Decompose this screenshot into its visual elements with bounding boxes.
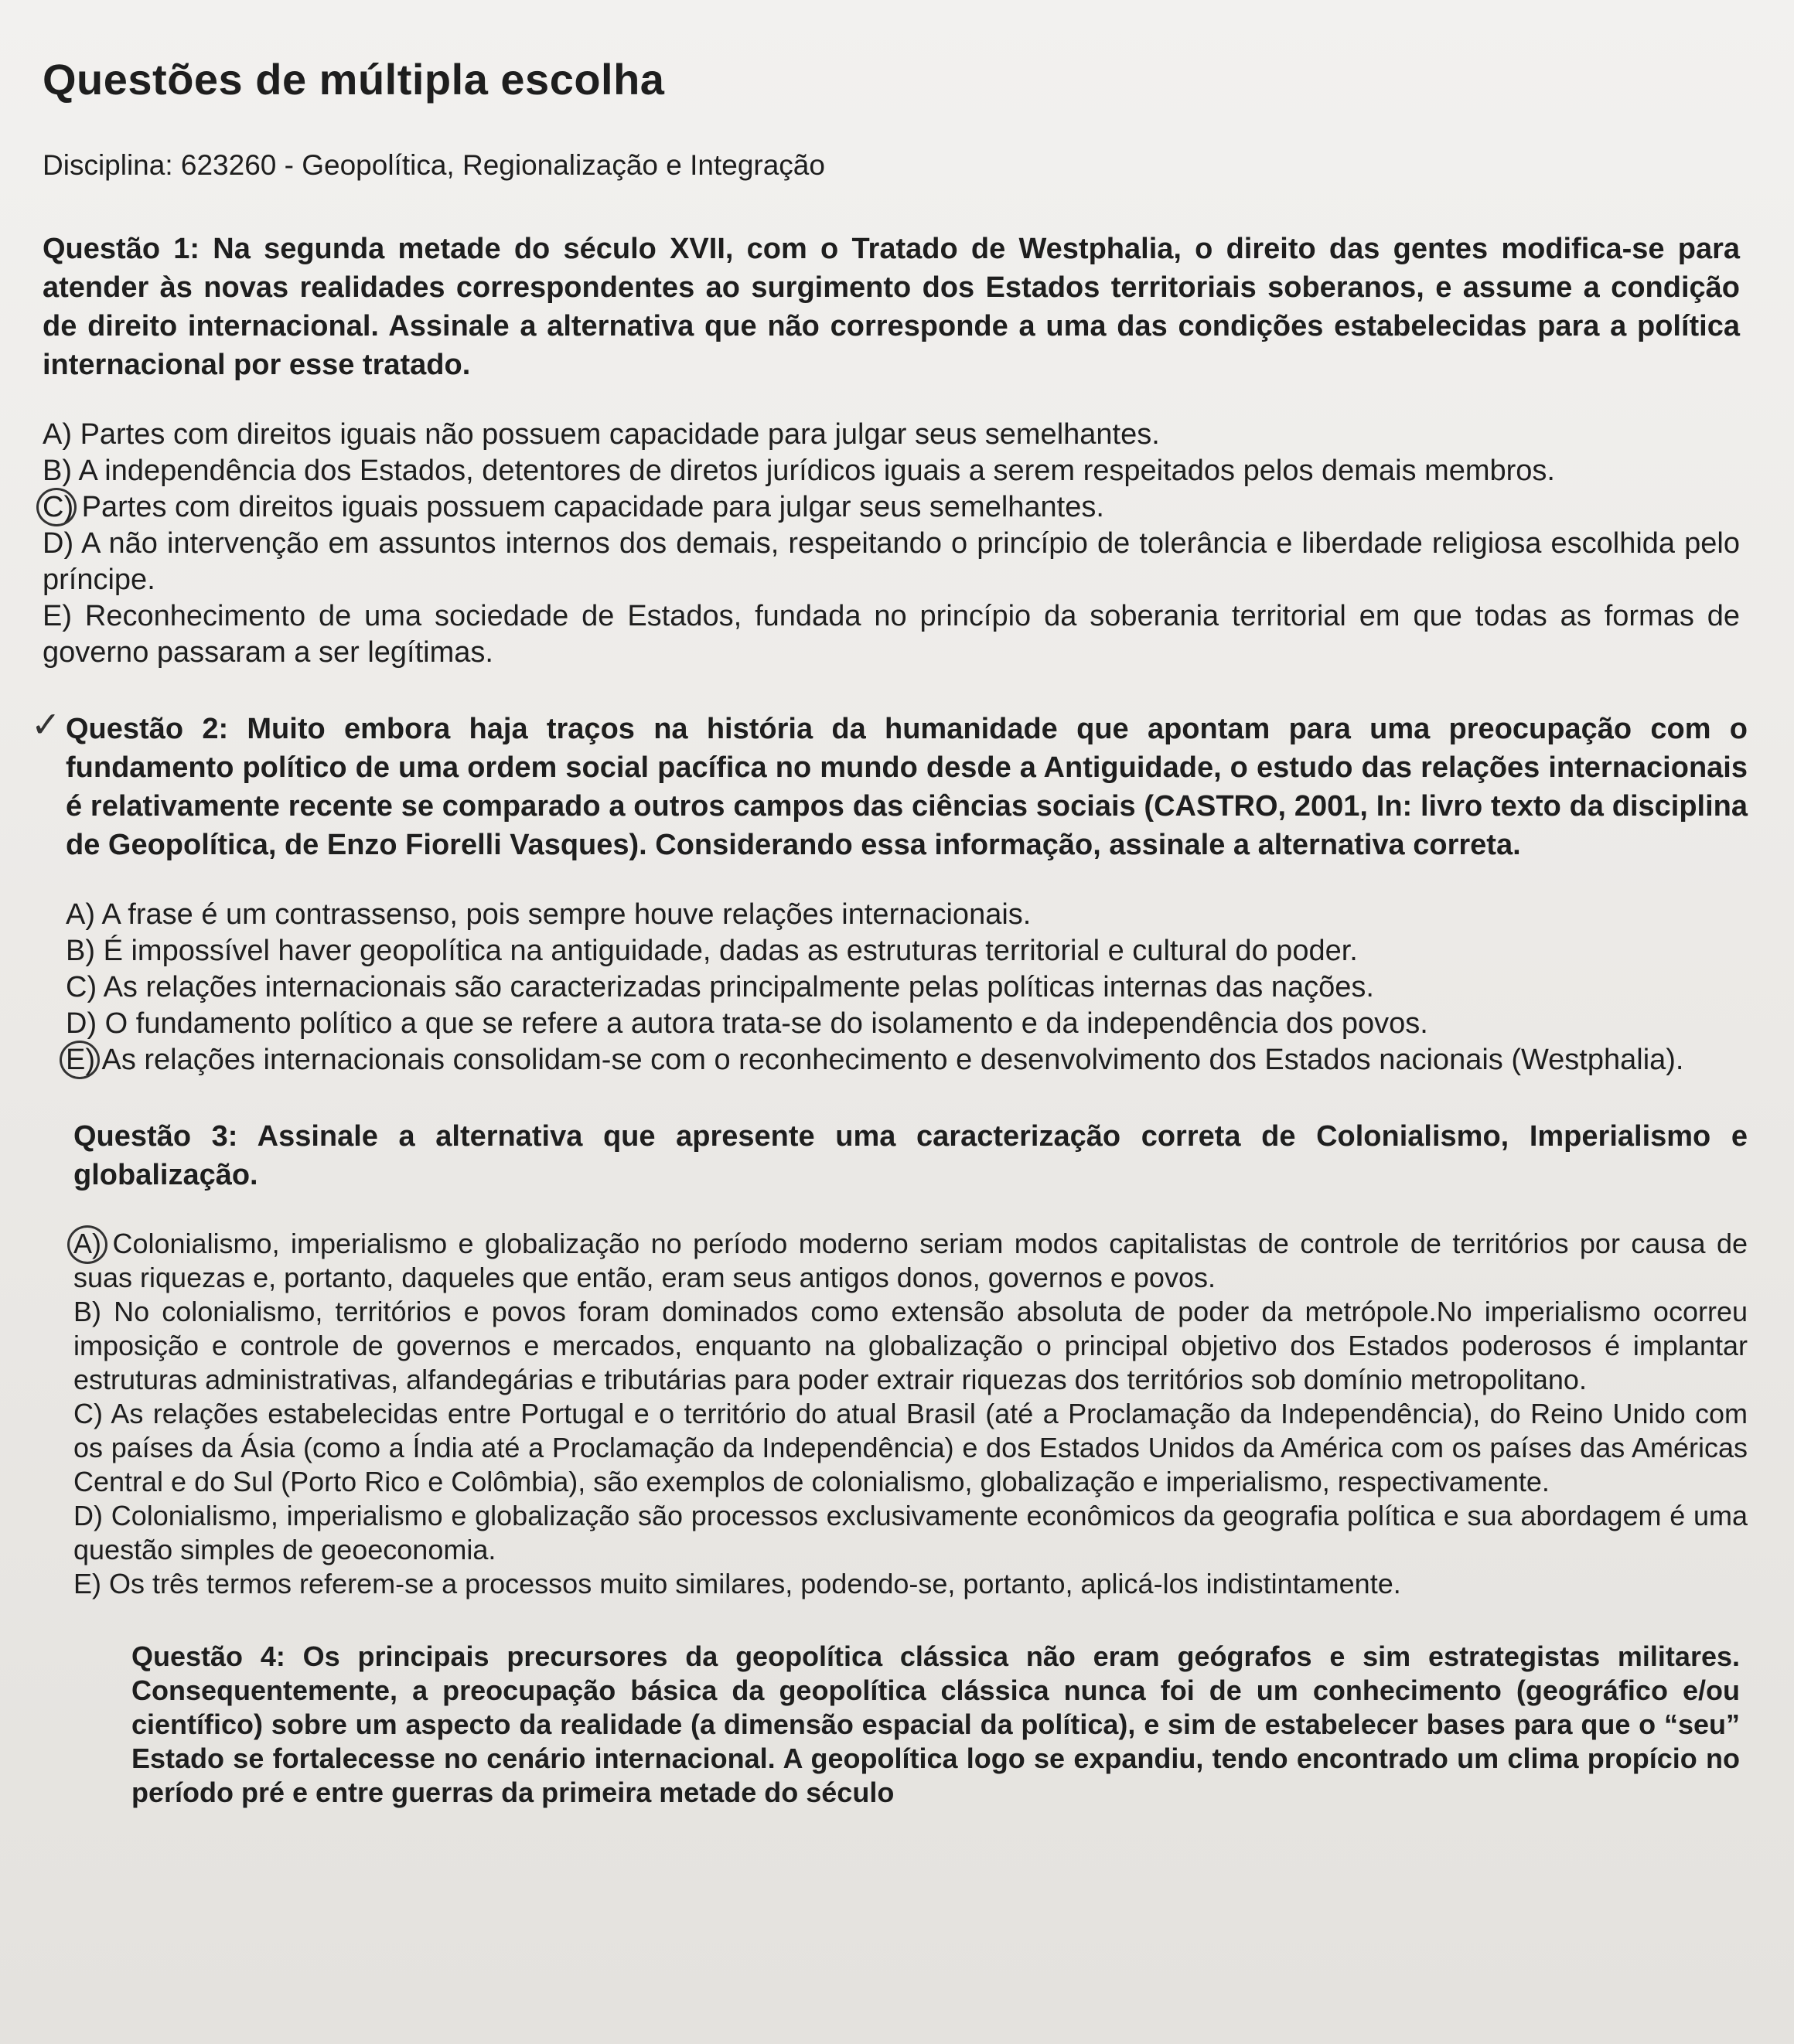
option-text: As relações internacionais são caracterizadas principalmente pelas políticas internas das nações. (103, 971, 1374, 1003)
handwritten-check-icon: ✓ (31, 704, 61, 744)
question-stem: Questão 2: Muito embora haja traços na história da humanidade que apontam para uma preocupação com o fundamento político de uma ordem social pacífica no mundo desde a Antiguidade, o estudo das relações internacionais é relativamente recente se comparado a outros campos das ciências sociais (CASTRO, 2001, In: livro texto da disciplina de Geopolítica, de Enzo Fiorelli Vasques). Considerando essa informação, assinale a alternativa correta. (66, 713, 1748, 861)
option-letter: A) (73, 1227, 101, 1261)
option-a (73, 1227, 1748, 1295)
option-text: Colonialismo, imperialismo e globalização são processos exclusivamente econômicos da geografia política e sua abordagem é uma questão simples de geoeconomia. (73, 1500, 1748, 1565)
option-a (43, 417, 1740, 453)
handwritten-circle-mark (36, 488, 77, 526)
option-text: Os três termos referem-se a processos muito similares, podendo-se, portanto, aplicá-los indistintamente. (109, 1568, 1401, 1599)
option-text: As relações estabelecidas entre Portugal e o território do atual Brasil (até a Proclamação da Independência), do Reino Unido com os países da Ásia (como a Índia até a Proclamação da Independência) e dos Estados Unidos da América com os países das Américas Central e do Sul (Porto Rico e Colômbia), são exemplos de colonialismo, globalização e imperialismo, respectivamente. (73, 1398, 1748, 1497)
question-stem: Questão 3: Assinale a alternativa que apresente uma caracterização correta de Colonialismo, Imperialismo e globalização. (73, 1120, 1748, 1191)
option-letter: D) (66, 1007, 97, 1040)
option-letter: D) (43, 527, 74, 560)
question-4 (131, 1640, 1740, 1810)
option-letter: E) (43, 600, 72, 632)
handwritten-circle-mark (67, 1225, 107, 1264)
option-a (66, 897, 1748, 933)
option-c (66, 969, 1748, 1006)
page-title: Questões de múltipla escolha (43, 55, 665, 104)
option-letter: E) (73, 1568, 101, 1599)
option-e (73, 1567, 1748, 1601)
option-c (73, 1397, 1748, 1499)
option-letter: C) (66, 971, 97, 1003)
question-2 (31, 704, 1748, 1078)
options-list (66, 897, 1748, 1078)
option-letter: C) (73, 1398, 103, 1429)
option-letter: B) (66, 935, 95, 967)
option-d (66, 1006, 1748, 1042)
option-b (73, 1295, 1748, 1397)
option-text: Colonialismo, imperialismo e globalização no período moderno seriam modos capitalistas de controle de territórios por causa de suas riquezas e, portanto, daqueles que então, eram seus antigos donos, governos e povos. (73, 1228, 1748, 1293)
option-text: O fundamento político a que se refere a autora trata-se do isolamento e da independência dos povos. (104, 1007, 1428, 1040)
option-text: Reconhecimento de uma sociedade de Estados, fundada no princípio da soberania territorial em que todas as formas de governo passaram a ser legítimas. (43, 600, 1740, 669)
discipline-line: Disciplina: 623260 - Geopolítica, Regionalização e Integração (43, 149, 825, 181)
options-list (73, 1227, 1748, 1601)
option-e (43, 598, 1740, 671)
option-b (43, 453, 1740, 489)
option-e (66, 1042, 1748, 1078)
option-text: É impossível haver geopolítica na antiguidade, dadas as estruturas territorial e cultural do poder. (103, 935, 1358, 967)
option-text: A frase é um contrassenso, pois sempre houve relações internacionais. (101, 898, 1032, 931)
option-letter: A) (43, 418, 72, 451)
option-text: No colonialismo, territórios e povos foram dominados como extensão absoluta de poder da metrópole.No imperialismo ocorreu imposição e controle de governos e mercados, enquanto na globalização o principal objetivo dos Estados poderosos é implantar estruturas administrativas, alfandegárias e tributárias para poder extrair riquezas dos territórios sob domínio metropolitano. (73, 1296, 1748, 1395)
option-letter: B) (73, 1296, 101, 1327)
question-stem: Questão 1: Na segunda metade do século XVII, com o Tratado de Westphalia, o direito das gentes modifica-se para atender às novas realidades correspondentes ao surgimento dos Estados territoriais soberanos, e assume a condição de direito internacional. Assinale a alternativa que não corresponde a uma das condições estabelecidas para a política internacional por esse tratado. (43, 233, 1740, 381)
question-stem: Questão 4: Os principais precursores da geopolítica clássica não eram geógrafos e sim estrategistas militares. Consequentemente, a preocupação básica da geopolítica clássica nunca foi de um conhecimento (geográfico e/ou científico) sobre um aspecto da realidade (a dimensão espacial da política), e sim de estabelecer bases para que o “seu” Estado se fortalecesse no cenário internacional. A geopolítica logo se expandiu, tendo encontrado um clima propício no período pré e entre guerras da primeira metade do século (131, 1640, 1740, 1808)
option-text: A independência dos Estados, detentores de diretos jurídicos iguais a serem respeitados pelos demais membros. (78, 455, 1555, 487)
option-letter: C) (43, 489, 73, 526)
question-3 (73, 1117, 1748, 1601)
option-d (43, 526, 1740, 598)
option-text: As relações internacionais consolidam-se com o reconhecimento e desenvolvimento dos Estados nacionais (Westphalia). (101, 1044, 1684, 1076)
option-letter: D) (73, 1500, 103, 1531)
options-list (43, 417, 1740, 671)
option-c (43, 489, 1740, 526)
option-b (66, 933, 1748, 969)
option-text: Partes com direitos iguais possuem capacidade para julgar seus semelhantes. (81, 491, 1104, 523)
option-letter: E) (66, 1042, 95, 1078)
handwritten-circle-mark (60, 1041, 100, 1079)
option-text: A não intervenção em assuntos internos dos demais, respeitando o princípio de tolerância e liberdade religiosa escolhida pelo príncipe. (43, 527, 1740, 596)
option-letter: A) (66, 898, 95, 931)
question-1 (43, 230, 1740, 671)
option-letter: B) (43, 455, 72, 487)
option-text: Partes com direitos iguais não possuem capacidade para julgar seus semelhantes. (80, 418, 1160, 451)
option-d (73, 1499, 1748, 1567)
